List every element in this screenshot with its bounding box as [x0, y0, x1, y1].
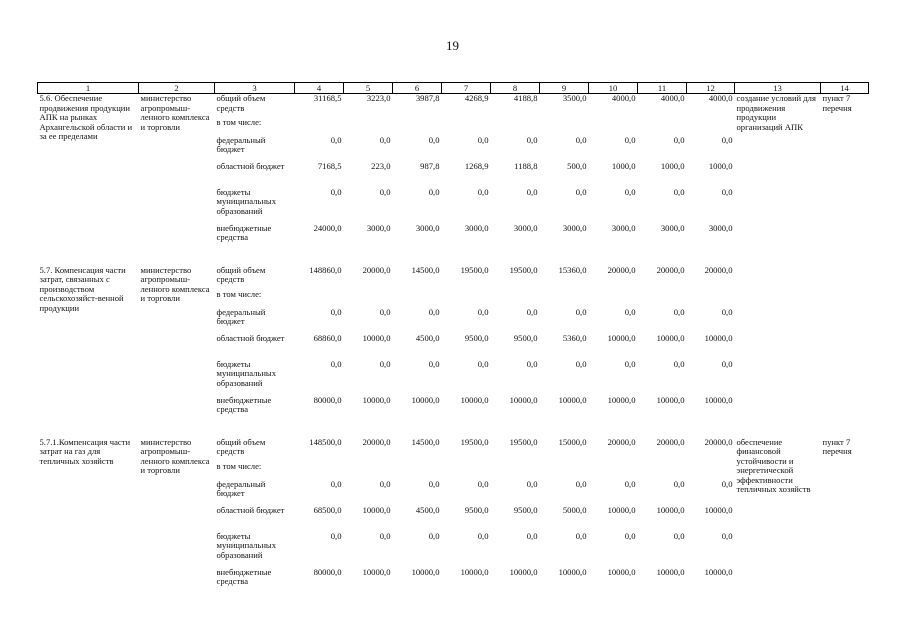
funding-source: бюджеты муниципальных образований: [216, 531, 276, 560]
funding-source: федеральный бюджет: [216, 307, 266, 327]
funding-value: 0,0: [477, 479, 489, 489]
column-number: 8: [491, 83, 540, 94]
funding-value: 10000,0: [656, 333, 685, 343]
funding-value: 20000,0: [656, 437, 685, 447]
funding-value: 10000,0: [362, 333, 391, 343]
funding-value: 4000,0: [708, 93, 733, 103]
funding-value: 0,0: [721, 187, 733, 197]
funding-value: 4500,0: [415, 333, 440, 343]
funding-value: 0,0: [575, 531, 587, 541]
funding-value: [393, 290, 442, 308]
funding-value: 19500,0: [460, 437, 489, 447]
funding-value: 10000,0: [704, 395, 733, 405]
funding-value: 14500,0: [411, 437, 440, 447]
funding-value: [638, 290, 687, 308]
funding-value: 0,0: [428, 307, 440, 317]
funding-value: 9500,0: [464, 333, 489, 343]
column-number: 12: [687, 83, 735, 94]
funding-value: [393, 462, 442, 480]
funding-value: 0,0: [575, 135, 587, 145]
funding-value: 0,0: [428, 135, 440, 145]
funding-value: 10000,0: [411, 567, 440, 577]
funding-value: 0,0: [477, 359, 489, 369]
funding-value: [638, 462, 687, 480]
funding-value: 10000,0: [607, 567, 636, 577]
funding-value: 5360,0: [562, 333, 587, 343]
funding-value: 19500,0: [509, 437, 538, 447]
page-number: 19: [446, 38, 459, 53]
funding-source: в том числе:: [216, 461, 262, 471]
funding-value: 0,0: [526, 359, 538, 369]
funding-value: 1188,8: [514, 161, 538, 171]
column-number: 10: [589, 83, 638, 94]
funding-value: [344, 290, 393, 308]
funding-value: 0,0: [428, 531, 440, 541]
funding-value: 0,0: [673, 531, 685, 541]
funding-source: внебюджетные средства: [216, 223, 272, 243]
spacer-cell: [38, 424, 869, 438]
funding-value: [295, 290, 344, 308]
funding-value: 0,0: [477, 187, 489, 197]
responsible-executor: министерство агропромыш-ленного комплекса и торговли: [140, 437, 210, 476]
funding-value: 0,0: [477, 307, 489, 317]
funding-source: общий объем средств: [216, 93, 266, 113]
funding-value: 10000,0: [656, 505, 685, 515]
funding-value: 0,0: [477, 135, 489, 145]
funding-value: 0,0: [575, 359, 587, 369]
funding-value: 3000,0: [708, 223, 733, 233]
funding-source: общий объем средств: [216, 437, 266, 457]
funding-value: [589, 118, 638, 136]
funding-source: федеральный бюджет: [216, 479, 266, 499]
column-number: 3: [215, 83, 295, 94]
funding-value: 3000,0: [513, 223, 538, 233]
funding-source: в том числе:: [216, 289, 262, 299]
funding-value: [295, 118, 344, 136]
funding-value: 0,0: [428, 359, 440, 369]
funding-value: 0,0: [526, 135, 538, 145]
column-number: 7: [442, 83, 491, 94]
funding-value: 0,0: [428, 187, 440, 197]
funding-value: 10000,0: [362, 395, 391, 405]
column-numbers-row: [38, 83, 869, 94]
funding-value: [540, 462, 589, 480]
expected-result: [735, 266, 821, 424]
funding-value: 0,0: [379, 187, 391, 197]
funding-value: 80000,0: [313, 567, 342, 577]
funding-value: 0,0: [379, 479, 391, 489]
column-number: 4: [295, 83, 344, 94]
funding-value: [442, 118, 491, 136]
funding-value: 10000,0: [558, 567, 587, 577]
column-number: 1: [38, 83, 139, 94]
funding-value: 80000,0: [313, 395, 342, 405]
funding-source: в том числе:: [216, 117, 262, 127]
table-body: [38, 83, 869, 596]
funding-value: 4500,0: [415, 505, 440, 515]
funding-value: 4000,0: [660, 93, 685, 103]
funding-value: [295, 462, 344, 480]
column-number: 13: [735, 83, 821, 94]
table-row: [38, 94, 869, 118]
funding-value: [442, 290, 491, 308]
funding-source: областной бюджет: [216, 333, 285, 343]
expected-result: создание условий для продвижения продукции организаций АПК: [736, 93, 816, 132]
funding-value: 0,0: [624, 135, 636, 145]
funding-value: 19500,0: [460, 265, 489, 275]
measure-name: 5.6. Обеспечение продвижения продукции АПК на рынках Архангельской области и за ее пределами: [39, 93, 133, 142]
funding-source: бюджеты муниципальных образований: [216, 359, 276, 388]
funding-value: 0,0: [379, 307, 391, 317]
funding-value: 3987,8: [415, 93, 440, 103]
funding-value: 20000,0: [362, 437, 391, 447]
column-number: 2: [139, 83, 215, 94]
funding-value: [687, 290, 735, 308]
funding-source: федеральный бюджет: [216, 135, 266, 155]
funding-value: 0,0: [575, 479, 587, 489]
funding-value: [687, 462, 735, 480]
funding-value: 31168,5: [313, 93, 342, 103]
funding-value: 24000,0: [313, 223, 342, 233]
funding-value: 10000,0: [607, 505, 636, 515]
funding-value: [491, 118, 540, 136]
funding-value: 0,0: [721, 531, 733, 541]
funding-value: 0,0: [673, 479, 685, 489]
funding-value: 10000,0: [411, 395, 440, 405]
funding-source: бюджеты муниципальных образований: [216, 187, 276, 216]
funding-value: [344, 118, 393, 136]
funding-value: 68500,0: [313, 505, 342, 515]
funding-value: 0,0: [330, 135, 342, 145]
funding-value: 0,0: [330, 307, 342, 317]
funding-value: 0,0: [624, 359, 636, 369]
funding-value: 10000,0: [607, 333, 636, 343]
funding-value: [442, 462, 491, 480]
funding-value: [638, 118, 687, 136]
funding-value: 3223,0: [366, 93, 391, 103]
table-row: [38, 438, 869, 462]
funding-value: 7168,5: [317, 161, 342, 171]
funding-value: 0,0: [624, 479, 636, 489]
funding-value: 0,0: [721, 307, 733, 317]
funding-value: 0,0: [526, 187, 538, 197]
responsible-executor: министерство агропромыш-ленного комплекса и торговли: [140, 93, 210, 132]
funding-value: 148860,0: [309, 265, 342, 275]
funding-value: 20000,0: [704, 437, 733, 447]
funding-source: областной бюджет: [216, 505, 285, 515]
funding-value: 0,0: [379, 531, 391, 541]
funding-value: 10000,0: [607, 395, 636, 405]
measure-name: 5.7. Компенсация части затрат, связанных с производством сельскохозяйст-венной продукции: [39, 265, 126, 313]
program-table: [37, 82, 869, 596]
funding-value: 10000,0: [656, 395, 685, 405]
spacer-cell: [38, 252, 869, 266]
funding-value: 10000,0: [362, 505, 391, 515]
list-reference: [821, 266, 869, 424]
funding-value: [393, 118, 442, 136]
funding-source: областной бюджет: [216, 161, 285, 171]
funding-value: 3500,0: [562, 93, 587, 103]
funding-value: 9500,0: [513, 505, 538, 515]
funding-value: 0,0: [379, 359, 391, 369]
funding-value: [491, 290, 540, 308]
funding-value: 20000,0: [607, 265, 636, 275]
funding-value: 500,0: [567, 161, 587, 171]
funding-source: общий объем средств: [216, 265, 266, 285]
column-number: 9: [540, 83, 589, 94]
funding-value: 223,0: [371, 161, 391, 171]
funding-value: 0,0: [330, 359, 342, 369]
section-spacer: [38, 252, 869, 266]
funding-value: 0,0: [673, 135, 685, 145]
measure-name: 5.7.1.Компенсация части затрат на газ для тепличных хозяйств: [39, 437, 131, 466]
funding-source: внебюджетные средства: [216, 567, 272, 587]
funding-value: 68860,0: [313, 333, 342, 343]
funding-value: 10000,0: [509, 567, 538, 577]
funding-value: 0,0: [330, 531, 342, 541]
funding-value: 0,0: [673, 187, 685, 197]
funding-value: 0,0: [330, 479, 342, 489]
funding-value: 20000,0: [704, 265, 733, 275]
funding-value: 0,0: [575, 187, 587, 197]
list-reference: пункт 7 перечня: [822, 93, 852, 113]
funding-value: 3000,0: [562, 223, 587, 233]
funding-source: внебюджетные средства: [216, 395, 272, 415]
funding-value: 0,0: [428, 479, 440, 489]
funding-value: [540, 118, 589, 136]
funding-value: 10000,0: [704, 505, 733, 515]
funding-value: 3000,0: [660, 223, 685, 233]
funding-value: 3000,0: [415, 223, 440, 233]
funding-value: [687, 118, 735, 136]
funding-value: 10000,0: [509, 395, 538, 405]
funding-value: 3000,0: [464, 223, 489, 233]
funding-value: 9500,0: [464, 505, 489, 515]
funding-value: 20000,0: [362, 265, 391, 275]
funding-value: 0,0: [575, 307, 587, 317]
funding-value: 0,0: [526, 307, 538, 317]
section-spacer: [38, 424, 869, 438]
funding-value: 1268,9: [464, 161, 489, 171]
list-reference: пункт 7 перечня: [822, 437, 852, 457]
funding-value: 19500,0: [509, 265, 538, 275]
funding-value: 10000,0: [704, 333, 733, 343]
column-number: 6: [393, 83, 442, 94]
funding-value: 0,0: [379, 135, 391, 145]
funding-value: 10000,0: [558, 395, 587, 405]
funding-value: 20000,0: [607, 437, 636, 447]
funding-value: 1000,0: [611, 161, 636, 171]
funding-value: 0,0: [526, 479, 538, 489]
funding-value: 0,0: [526, 531, 538, 541]
funding-value: 1000,0: [660, 161, 685, 171]
column-number: 14: [821, 83, 869, 94]
funding-value: 10000,0: [460, 567, 489, 577]
funding-value: 20000,0: [656, 265, 685, 275]
funding-value: 0,0: [721, 135, 733, 145]
column-number: 5: [344, 83, 393, 94]
funding-value: [589, 462, 638, 480]
funding-value: [491, 462, 540, 480]
funding-value: 10000,0: [460, 395, 489, 405]
funding-value: 1000,0: [708, 161, 733, 171]
funding-value: 14500,0: [411, 265, 440, 275]
table-row: [38, 266, 869, 290]
funding-value: 9500,0: [513, 333, 538, 343]
funding-value: 0,0: [673, 307, 685, 317]
funding-value: 0,0: [624, 307, 636, 317]
funding-value: 15360,0: [558, 265, 587, 275]
funding-value: 0,0: [721, 479, 733, 489]
funding-value: 15000,0: [558, 437, 587, 447]
funding-value: 4188,8: [513, 93, 538, 103]
funding-value: 0,0: [624, 531, 636, 541]
funding-value: 3000,0: [366, 223, 391, 233]
funding-value: 0,0: [721, 359, 733, 369]
funding-value: [589, 290, 638, 308]
funding-value: 0,0: [477, 531, 489, 541]
funding-value: 10000,0: [362, 567, 391, 577]
funding-value: 148500,0: [309, 437, 342, 447]
funding-value: 10000,0: [656, 567, 685, 577]
column-number: 11: [638, 83, 687, 94]
funding-value: 4000,0: [611, 93, 636, 103]
funding-value: 10000,0: [704, 567, 733, 577]
expected-result: обеспечение финансовой устойчивости и энергетической эффективности тепличных хозяйств: [736, 437, 811, 495]
funding-value: 0,0: [330, 187, 342, 197]
responsible-executor: министерство агропромыш-ленного комплекса и торговли: [140, 265, 210, 304]
funding-value: [344, 462, 393, 480]
funding-value: 987,8: [420, 161, 440, 171]
funding-value: 0,0: [673, 359, 685, 369]
funding-value: 0,0: [624, 187, 636, 197]
funding-value: 3000,0: [611, 223, 636, 233]
funding-value: 5000,0: [562, 505, 587, 515]
funding-value: 4268,9: [464, 93, 489, 103]
funding-value: [540, 290, 589, 308]
